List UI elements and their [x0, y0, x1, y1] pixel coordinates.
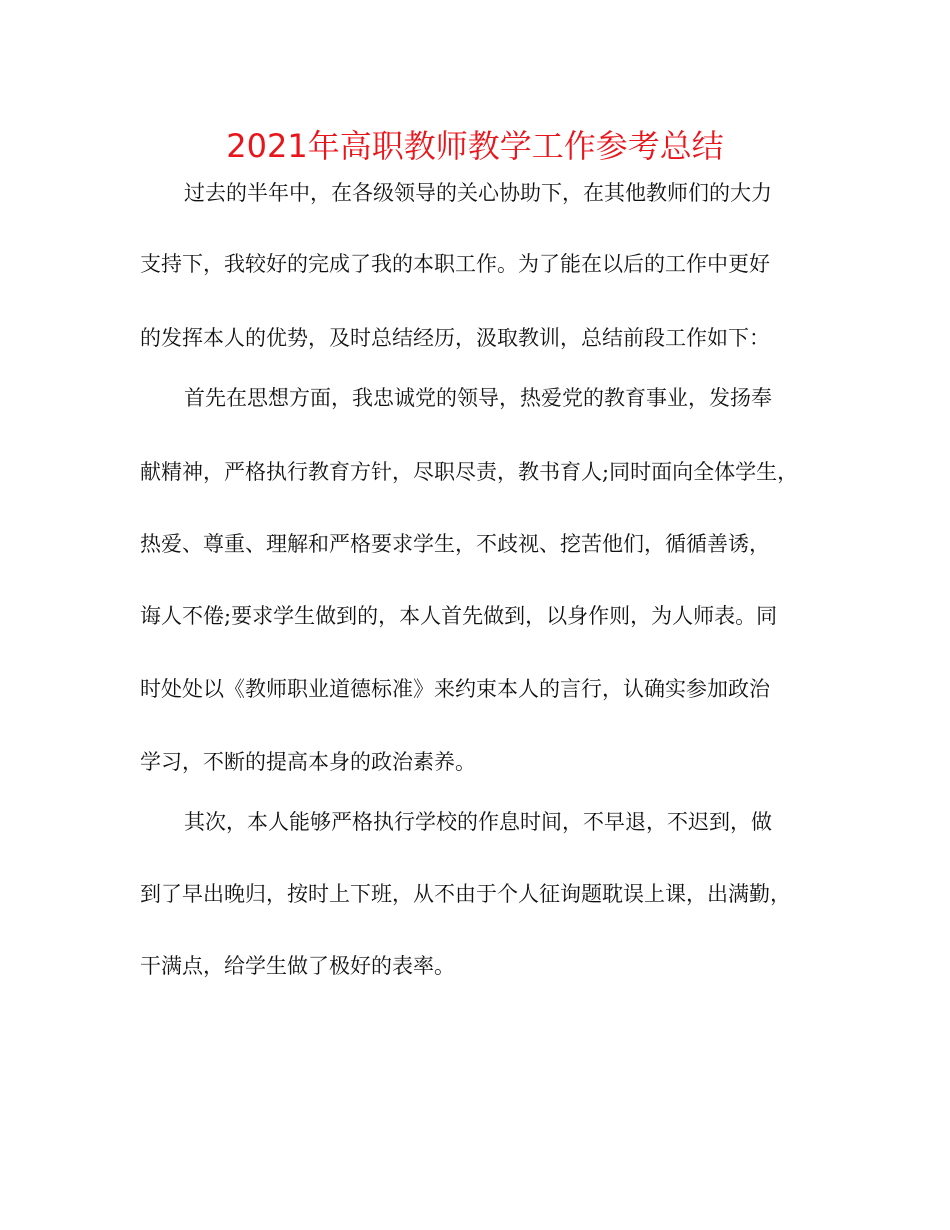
paragraph-3-line-1: 其次，本人能够严格执行学校的作息时间，不早退，不迟到，做	[184, 810, 772, 834]
paragraph-2-line-6: 学习，不断的提高本身的政治素养。	[140, 750, 476, 774]
paragraph-2-line-5: 时处处以《教师职业道德标准》来约束本人的言行，认确实参加政治	[140, 677, 770, 701]
paragraph-1-line-1: 过去的半年中，在各级领导的关心协助下，在其他教师们的大力	[184, 181, 772, 205]
paragraph-1-line-2: 支持下，我较好的完成了我的本职工作。为了能在以后的工作中更好	[140, 252, 770, 276]
paragraph-2-line-3: 热爱、尊重、理解和严格要求学生，不歧视、挖苦他们，循循善诱，	[140, 532, 770, 556]
paragraph-1-line-3: 的发挥本人的优势，及时总结经历，汲取教训，总结前段工作如下：	[140, 326, 770, 350]
paragraph-3-line-2: 到了早出晚归，按时上下班，从不由于个人征询题耽误上课，出满勤，	[140, 882, 791, 906]
paragraph-3-line-3: 干满点，给学生做了极好的表率。	[140, 954, 455, 978]
paragraph-2-line-2: 献精神，严格执行教育方针，尽职尽责，教书育人;同时面向全体学生，	[140, 460, 799, 484]
document-title: 2021年高职教师教学工作参考总结	[226, 127, 724, 165]
paragraph-2-line-1: 首先在思想方面，我忠诚党的领导，热爱党的教育事业，发扬奉	[184, 386, 772, 410]
paragraph-2-line-4: 诲人不倦;要求学生做到的，本人首先做到，以身作则，为人师表。同	[140, 604, 778, 628]
